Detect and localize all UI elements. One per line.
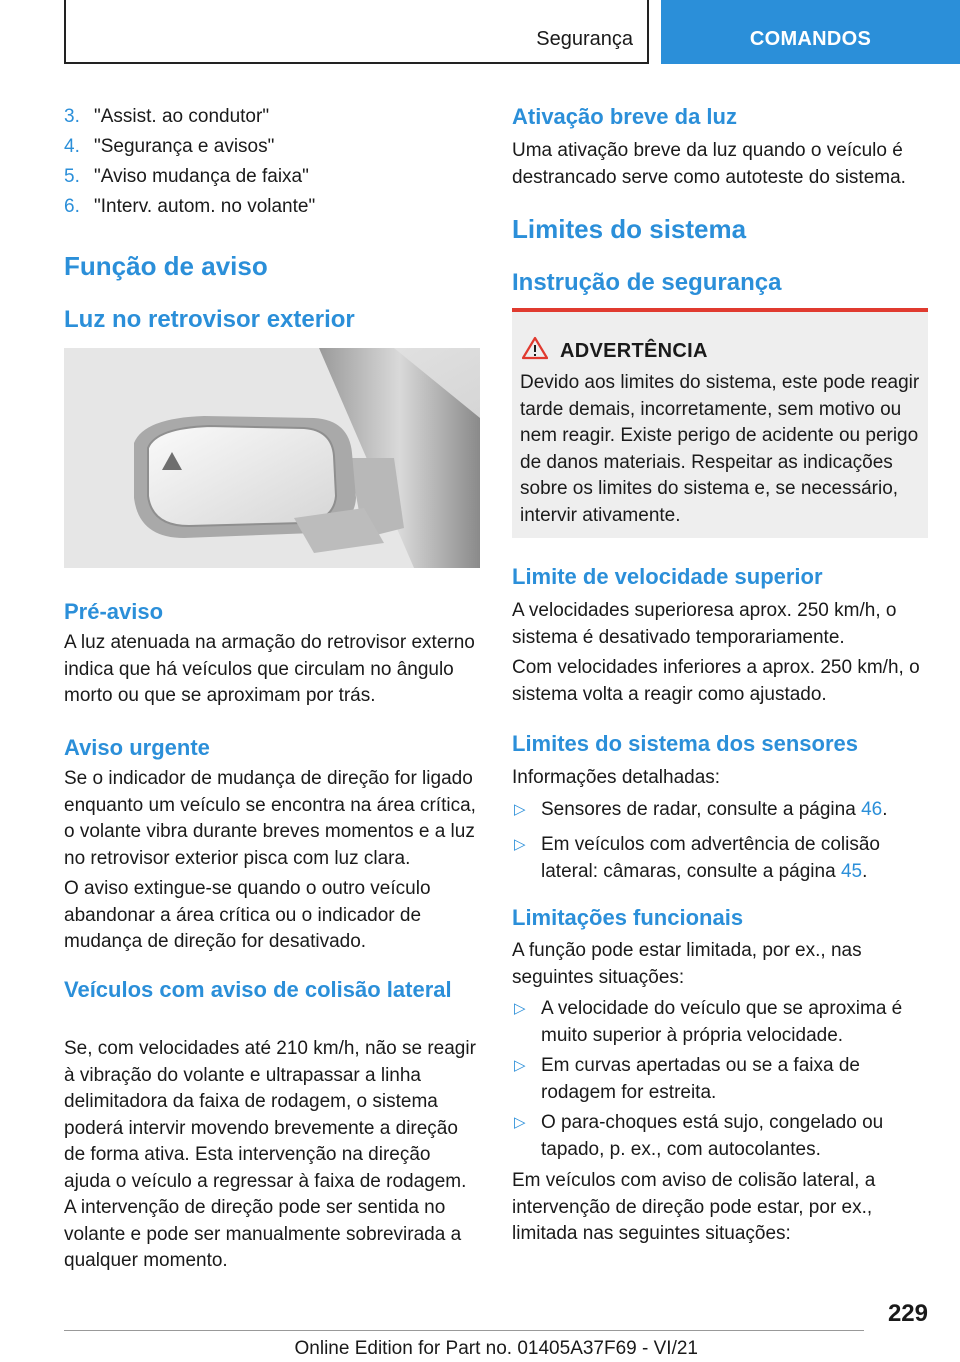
step-number: 5.: [64, 166, 80, 187]
step-text: "Interv. autom. no volante": [94, 196, 316, 217]
header-chapter-title: COMANDOS: [749, 28, 872, 50]
side-mirror-illustration: [64, 348, 480, 568]
heading-veiculos-colisao: Veículos com aviso de colisão lateral: [64, 977, 452, 1002]
step-number: 6.: [64, 196, 80, 217]
bullet-end: .: [882, 799, 888, 820]
paragraph-funcionais: A função pode estar limitada, por ex., nas seguintes situações:: [512, 940, 862, 988]
warning-title: ADVERTÊNCIA: [560, 340, 708, 362]
heading-sensores: Limites do sistema dos sensores: [512, 731, 859, 756]
step-item: [64, 162, 315, 192]
bullet-text: A velocidade do veículo que se aproxima é muito superior à própria velocidade.: [541, 998, 903, 1046]
steps-list: [64, 102, 315, 222]
paragraph-preaviso: A luz atenuada na armação do retrovisor externo indica que há veículos que circulam no ângulo morto ou que se aproximam por trás.: [64, 632, 475, 706]
warning-triangle-icon: [522, 336, 548, 360]
header-chapter-tab: [661, 0, 960, 64]
step-item: [64, 102, 315, 132]
heading-funcao-de-aviso: Função de aviso: [64, 251, 268, 281]
bullet-para-choques: [512, 1110, 928, 1163]
bullet-triangle-icon: ▷: [514, 1114, 526, 1131]
heading-velocidade: Limite de velocidade superior: [512, 564, 823, 589]
heading-preaviso: Pré-aviso: [64, 599, 164, 624]
bullet-triangle-icon: ▷: [514, 1057, 526, 1074]
step-item: [64, 192, 315, 222]
paragraph-velocidade-1: A velocidades superioresa aprox. 250 km/h, o sistema é desativado temporariamente.: [512, 600, 897, 648]
step-text: "Aviso mudança de faixa": [94, 166, 309, 187]
bullet-text: Sensores de radar, consulte a página: [541, 799, 862, 820]
paragraph-velocidade-2: Com velocidades inferiores a aprox. 250 km/h, o sistema volta a reagir como ajustado.: [512, 657, 920, 705]
bullet-triangle-icon: ▷: [514, 836, 526, 853]
paragraph-veiculos: Se, com velocidades até 210 km/h, não se reagir à vibração do volante e ultrapassar a linha delimitadora da faixa de rodagem, o sistema poderá intervir movendo brevemente a direção de forma ativa. Esta intervenção na direção ajuda o veículo a regressar à faixa de rodagem. A intervenção de direção pode ser sentida no volante e pode ser manualmente sobrevirada a qualquer momento.: [64, 1038, 476, 1271]
bullet-text: Em veículos com advertência de colisão lateral: câmaras, consulte a página: [541, 834, 880, 882]
step-text: "Assist. ao condutor": [94, 106, 270, 127]
bullet-velocidade-veiculo: [512, 996, 928, 1049]
bullet-triangle-icon: ▷: [514, 801, 526, 818]
heading-luz-retrovisor: Luz no retrovisor exterior: [64, 306, 355, 333]
bullet-text: O para-choques está sujo, congelado ou tapado, p. ex., com autocolantes.: [541, 1112, 884, 1160]
heading-funcionais: Limitações funcionais: [512, 905, 744, 930]
heading-instrucao: Instrução de segurança: [512, 269, 782, 296]
step-number: 3.: [64, 106, 80, 127]
bullet-sensores-radar: [512, 797, 928, 824]
paragraph-urgente-1: Se o indicador de mudança de direção for ligado enquanto um veículo se encontra na área crítica, o volante vibra durante breves momentos e a luz no retrovisor exterior pisca com luz clara.: [64, 768, 476, 869]
bullet-curvas: [512, 1053, 928, 1106]
bullet-text: Em curvas apertadas ou se a faixa de rodagem for estreita.: [541, 1055, 860, 1103]
header-section-title: Segurança: [536, 28, 633, 50]
paragraph-urgente-2: O aviso extingue-se quando o outro veículo abandonar a área crítica ou o indicador de mudança de direção for desativado.: [64, 878, 431, 952]
page-number: 229: [887, 1300, 928, 1327]
bullet-triangle-icon: ▷: [514, 1000, 526, 1017]
warning-box: [512, 308, 928, 538]
footer-divider: [64, 1330, 864, 1331]
heading-aviso-urgente: Aviso urgente: [64, 735, 210, 760]
paragraph-sensores: Informações detalhadas:: [512, 767, 721, 788]
bullet-end: .: [862, 860, 868, 882]
heading-limites: Limites do sistema: [512, 214, 747, 244]
warning-text: Devido aos limites do sistema, este pode reagir tarde demais, incorretamente, sem motivo ou nem reagir. Existe perigo de acidente ou perigo de danos materiais. Respeitar as indicações sobre os limites do sistema e, se necessário, intervir ativamente.: [520, 372, 920, 526]
paragraph-final: Em veículos com aviso de colisão lateral, a intervenção de direção pode estar, por ex., limitada nas seguintes situações:: [512, 1170, 876, 1244]
edition-text: Online Edition for Part no. 01405A37F69 - VI/21: [294, 1338, 698, 1359]
paragraph-ativacao: Uma ativação breve da luz quando o veículo é destrancado serve como autoteste do sistema.: [512, 140, 906, 188]
page-link-45[interactable]: 45: [840, 860, 863, 882]
step-item: [64, 132, 315, 162]
step-text: "Segurança e avisos": [94, 136, 275, 157]
header-section-box: [64, 0, 649, 64]
step-number: 4.: [64, 136, 80, 157]
heading-ativacao: Ativação breve da luz: [512, 104, 737, 129]
bullet-cameras: [512, 832, 928, 885]
page-link-46[interactable]: 46: [861, 799, 883, 820]
